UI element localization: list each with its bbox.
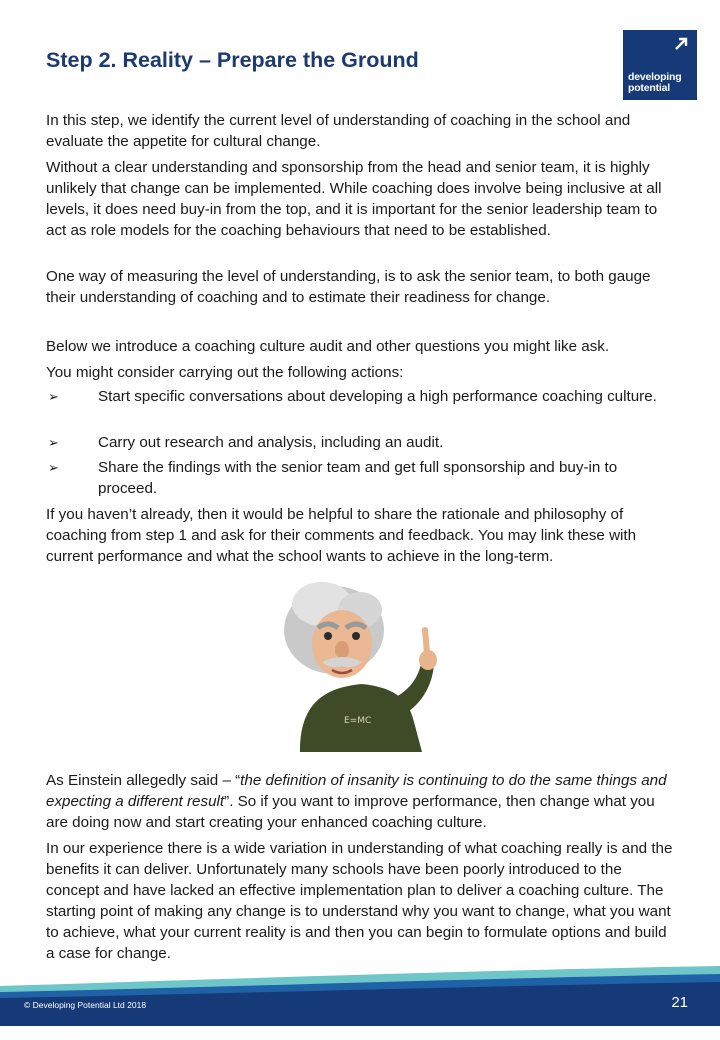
copyright-text: © Developing Potential Ltd 2018 xyxy=(24,1000,147,1010)
paragraph-intro: In this step, we identify the current level of understanding of coaching in the school and evaluate the appetite for cultural change. xyxy=(46,112,631,150)
paragraph-audit-intro: Below we introduce a coaching culture audit and other questions you might like ask. xyxy=(46,338,610,355)
arrow-icon xyxy=(673,36,689,52)
company-logo xyxy=(623,30,697,100)
quote-text: the definition of insanity is continuing to do the same things and expecting a different result xyxy=(46,772,667,810)
paragraph-einstein-quote xyxy=(46,770,676,833)
bullet-arrow-icon: ➢ xyxy=(48,435,59,450)
paragraph-rationale: If you haven’t already, then it would be helpful to share the rationale and philosophy of coaching from step 1 and ask for their comments and feedback. You may link these with current performance and what the school wants to achieve in the long-term. xyxy=(46,506,637,565)
list-item-text: Carry out research and analysis, including an audit. xyxy=(98,434,444,451)
paragraph-measuring: One way of measuring the level of understanding, is to ask the senior team, to both gauge their understanding of coaching and to estimate their readiness for change. xyxy=(46,268,651,306)
bullet-arrow-icon: ➢ xyxy=(48,460,59,475)
bullet-arrow-icon: ➢ xyxy=(48,389,59,404)
einstein-illustration xyxy=(282,580,442,752)
quote-tail: ”. So if you want to improve performance, then change what you are doing now and start creating your enhanced coaching culture. xyxy=(46,793,655,831)
paragraph-actions-intro: You might consider carrying out the following actions: xyxy=(46,364,404,381)
paragraph-sponsorship: Without a clear understanding and sponsorship from the head and senior team, it is highly unlikely that change can be implemented. While coaching does involve being inclusive at all levels, it does need buy-in from the top, and it is important for the senior leadership team to act as role models for the coaching behaviours that need to be established. xyxy=(46,159,662,239)
page-number: 21 xyxy=(671,994,688,1011)
shirt-text: E=MC xyxy=(344,716,372,726)
list-item-text: Start specific conversations about developing a high performance coaching culture. xyxy=(98,388,657,405)
logo-text-line2: potential xyxy=(628,82,670,94)
quote-lead: As Einstein allegedly said – “ xyxy=(46,772,241,789)
list-item-text: Share the findings with the senior team and get full sponsorship and buy-in to proceed. xyxy=(98,459,618,497)
footer-band xyxy=(0,966,720,1026)
paragraph-experience: In our experience there is a wide variation in understanding of what coaching really is and the benefits it can deliver. Unfortunately many schools have been poorly introduced to the concept and have lacked an effective implementation plan to deliver a coaching culture. The starting point of making any change is to understand why you want to change, what you want to achieve, what your current reality is and then you can begin to formulate options and build a case for change. xyxy=(46,840,673,962)
page-title: Step 2. Reality – Prepare the Ground xyxy=(46,48,419,72)
logo-text-line1: developing xyxy=(628,71,682,83)
